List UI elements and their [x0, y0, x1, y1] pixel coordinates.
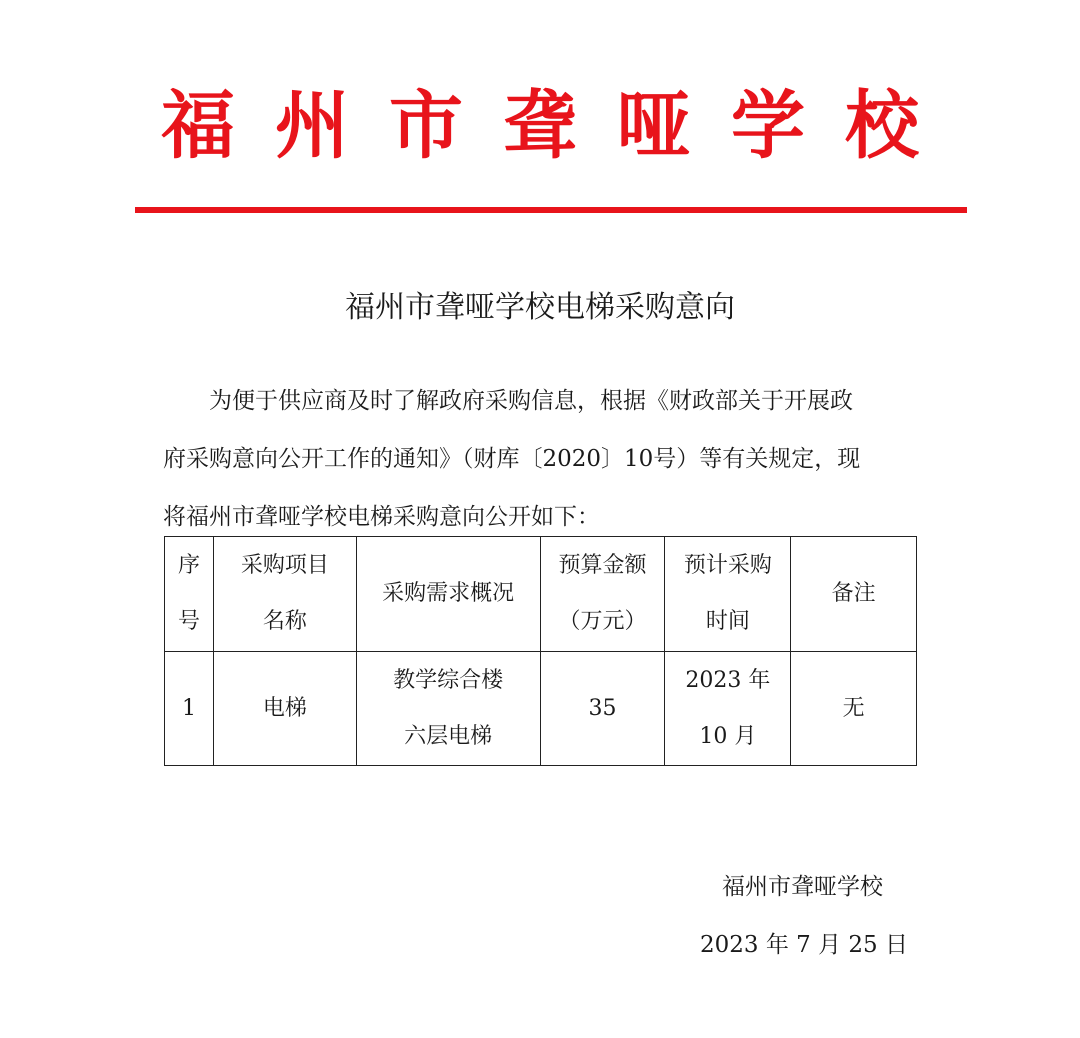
- cell-text: 10 月: [699, 723, 757, 749]
- cell-text: 采购需求概况: [382, 581, 515, 606]
- cell-project-name: [213, 652, 356, 766]
- header-cell-project-name: [213, 537, 356, 652]
- header-cell-remark: [791, 537, 917, 652]
- intro-paragraph: [163, 372, 923, 546]
- cell-text: 2023 年: [685, 667, 771, 693]
- header-cell-requirement: [356, 537, 540, 652]
- cell-seq: [165, 652, 214, 766]
- red-divider: [135, 207, 967, 213]
- cell-budget: [540, 652, 665, 766]
- signature-block: [700, 858, 1000, 974]
- table-header-row: [165, 537, 917, 652]
- cell-text: 时间: [705, 609, 750, 634]
- header-cell-budget: [540, 537, 665, 652]
- cell-text: 教学综合楼: [393, 667, 504, 693]
- header-cell-seq: [165, 537, 214, 652]
- cell-remark: [791, 652, 917, 766]
- intro-line: 为便于供应商及时了解政府采购信息，根据《财政部关于开展政: [209, 388, 853, 414]
- cell-text: 预算金额: [558, 553, 647, 578]
- cell-requirement: [356, 652, 540, 766]
- intro-line: 府采购意向公开工作的通知》（财库〔2020〕10号）等有关规定，现: [163, 446, 861, 472]
- cell-text: 无: [842, 695, 865, 721]
- cell-text: 六层电梯: [404, 723, 493, 749]
- cell-text: 35: [588, 695, 617, 721]
- document-title: 福州市聋哑学校电梯采购意向: [345, 290, 735, 325]
- cell-text: 采购项目: [240, 553, 329, 578]
- cell-time: [665, 652, 791, 766]
- cell-text: 备注: [831, 581, 876, 606]
- signature-date: 2023 年 7 月 25 日: [700, 932, 908, 958]
- cell-text: 电梯: [262, 695, 307, 721]
- masthead-title: 福州市聋哑学校: [161, 83, 959, 169]
- cell-text: 序: [177, 553, 200, 578]
- table-row: [165, 652, 917, 766]
- cell-text: （万元）: [558, 609, 647, 634]
- procurement-table: [164, 536, 917, 766]
- signature-organization: 福州市聋哑学校: [722, 874, 883, 900]
- cell-text: 号: [177, 609, 200, 634]
- cell-text: 名称: [262, 609, 307, 634]
- header-cell-time: [665, 537, 791, 652]
- cell-text: 预计采购: [683, 553, 772, 578]
- cell-text: 1: [181, 695, 196, 721]
- intro-line: 将福州市聋哑学校电梯采购意向公开如下：: [163, 504, 600, 530]
